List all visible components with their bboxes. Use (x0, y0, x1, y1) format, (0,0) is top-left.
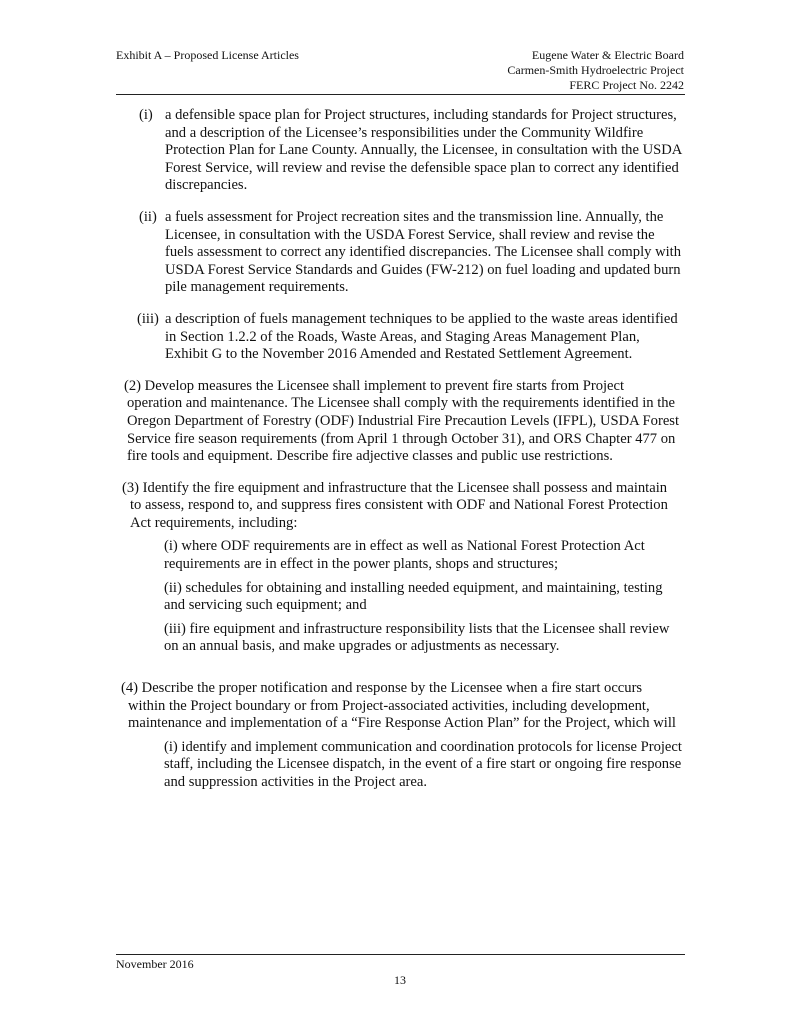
page-number: 13 (394, 973, 406, 987)
paragraph-3-item-iii: (iii) fire equipment and infrastructure responsibility lists that the Licensee shall review on an annual basis, and make upgrades or adjustments as necessary. (164, 620, 670, 655)
header-project-name: Carmen-Smith Hydroelectric Project (507, 63, 684, 77)
footer-divider (116, 954, 685, 955)
item-ii-marker: (ii) (139, 208, 157, 225)
item-iii (0, 311, 682, 364)
item-iii-marker: (iii) (137, 310, 159, 327)
paragraph-3-item-i: (i) where ODF requirements are in effect as well as National Forest Protection Act requirements are in effect in the power plants, shops and structures; (164, 538, 645, 573)
item-iii-text: a description of fuels management techniques to be applied to the waste areas identified in Section 1.2.2 of the Roads, Waste Areas, and Staging Areas Management Plan, Exhibit G to the November 2016 Amended and Restated Settlement Agreement. (165, 310, 678, 363)
header-project-info (507, 48, 684, 93)
header-exhibit-title: Exhibit A – Proposed License Articles (116, 48, 299, 62)
header-divider (116, 94, 685, 95)
header-owner: Eugene Water & Electric Board (531, 48, 684, 62)
footer-date: November 2016 (116, 957, 194, 971)
paragraph-3: (3) Identify the fire equipment and infrastructure that the Licensee shall possess and maintain to assess, respond to, and suppress fires consistent with ODF and National Forest Protection Act requirements, including: (122, 479, 668, 531)
paragraph-3-item-ii: (ii) schedules for obtaining and installing needed equipment, and maintaining, testing and servicing such equipment; and (164, 579, 663, 614)
paragraph-4-item-i: (i) identify and implement communication and coordination protocols for license Project staff, including the Licensee dispatch, in the event of a fire start or ongoing fire response and suppression activities in the Project area. (164, 738, 682, 790)
item-ii-text: a fuels assessment for Project recreation sites and the transmission line. Annually, the Licensee, in consultation with the USDA Forest Service, shall review and revise the fuels assessment to correct any identified discrepancies. The Licensee shall comply with USDA Forest Service Standards and Guides (FW-212) on fuel loading and updated burn pile management requirements. (165, 208, 682, 296)
header-ferc-number: FERC Project No. 2242 (569, 78, 684, 92)
document-body (0, 107, 800, 792)
item-i (0, 107, 682, 195)
paragraph-2: (2) Develop measures the Licensee shall implement to prevent fire starts from Project operation and maintenance. The Licensee shall comply with the requirements identified in the Oregon Department of Forestry (ODF) Industrial Fire Precaution Levels (IFPL), USDA Forest Service fire season requirements (from April 1 through October 31), and ORS Chapter 477 on fire tools and equipment. Describe fire adjective classes and public use restrictions. (124, 377, 680, 465)
paragraph-4: (4) Describe the proper notification and response by the Licensee when a fire start occurs within the Project boundary or from Project-associated activities, including development, maintenance and implementation of a “Fire Response Action Plan” for the Project, which will (121, 680, 676, 732)
item-i-marker: (i) (139, 107, 153, 123)
item-ii (0, 209, 682, 297)
item-i-text: a defensible space plan for Project structures, including standards for Project structures, and a description of the Licensee’s responsibilities under the Community Wildfire Protection Plan for Lane County. Annually, the Licensee, in consultation with the USDA Forest Service, will review and revise the defensible space plan to correct any identified discrepancies. (165, 107, 682, 194)
